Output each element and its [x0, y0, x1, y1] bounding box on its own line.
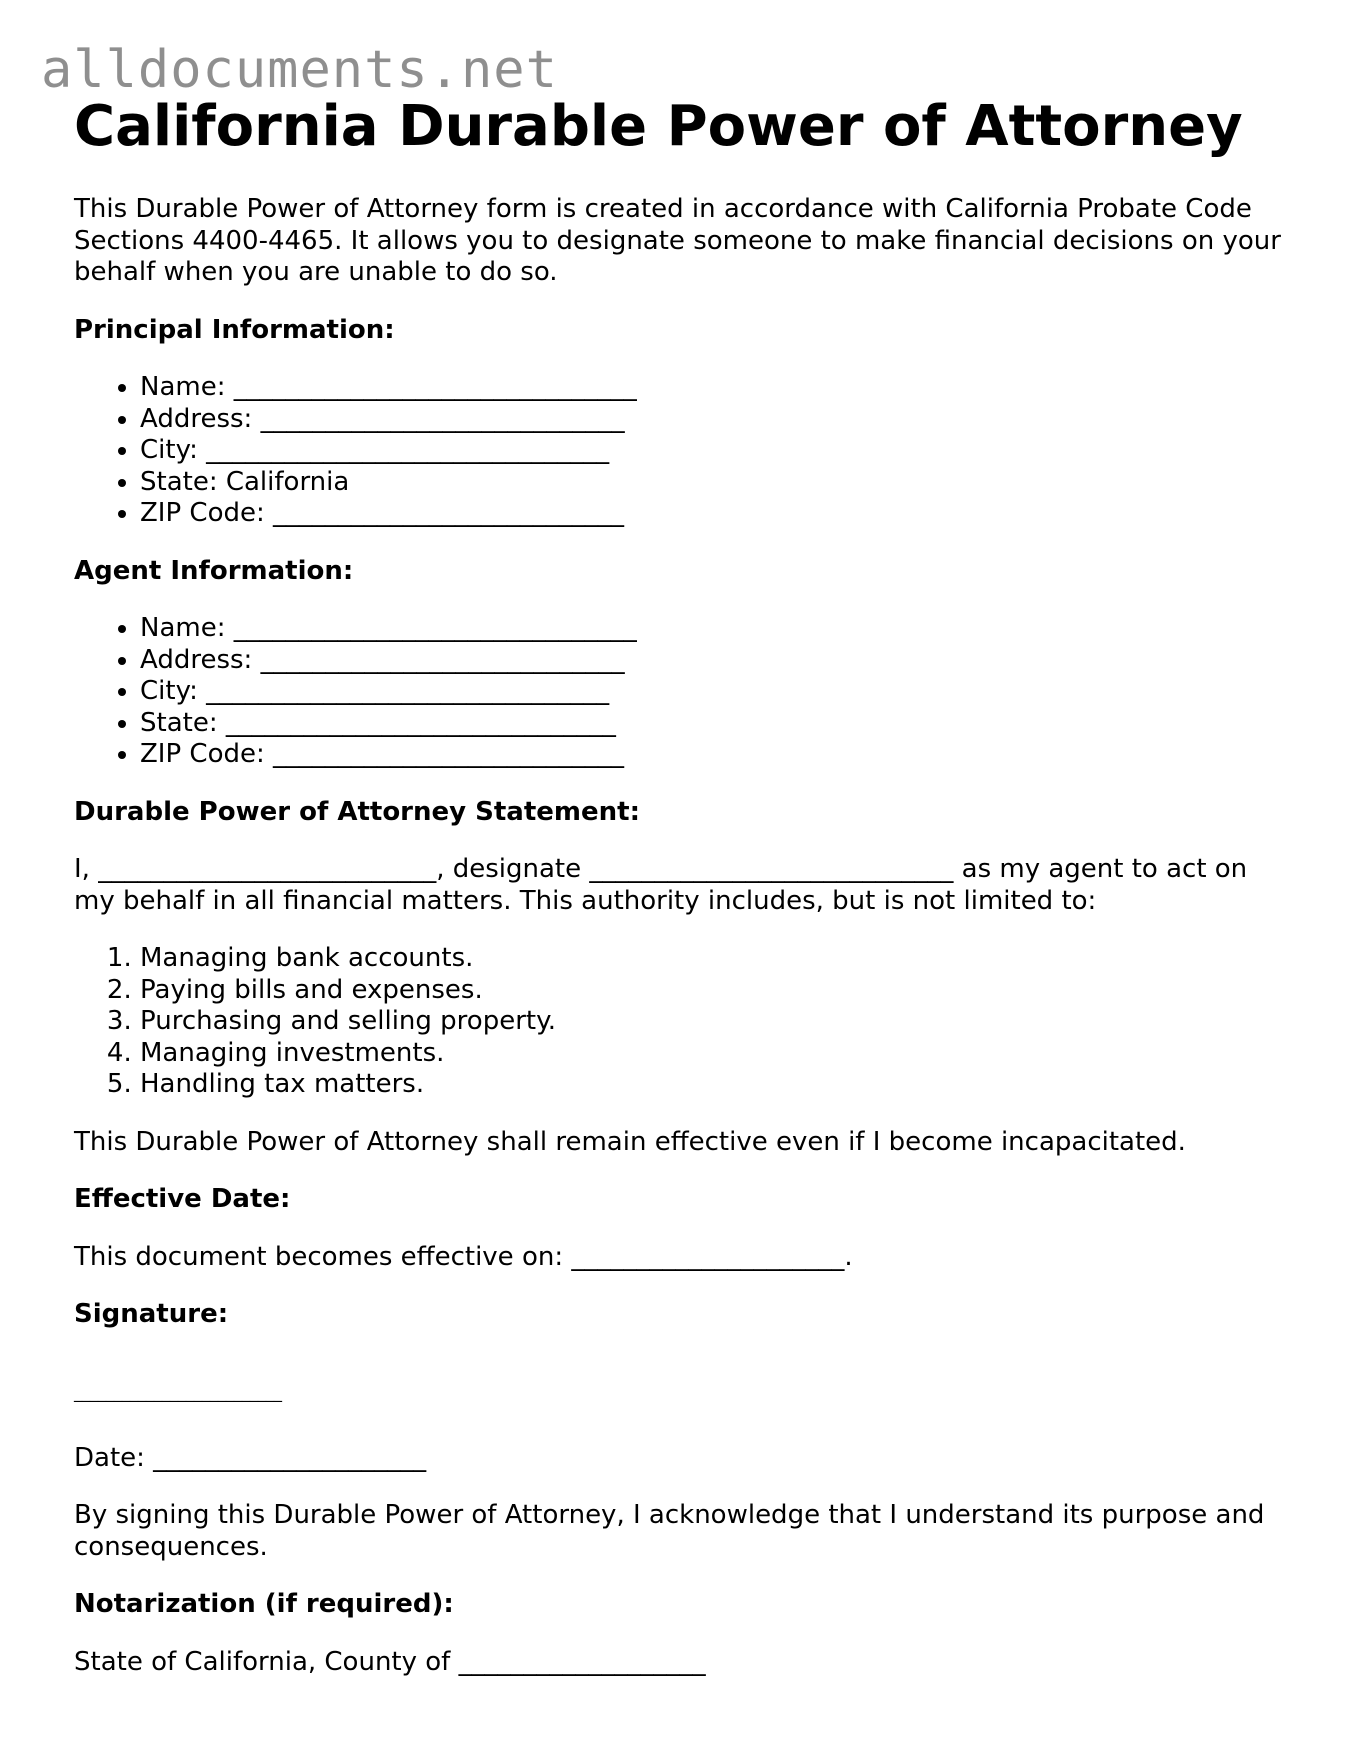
- agent-state-field: • State: ______________________________: [140, 708, 1294, 740]
- agent-address-field: • Address: ____________________________: [140, 645, 1294, 677]
- document-title: California Durable Power of Attorney: [74, 94, 1243, 159]
- document-page: [74, 92, 1294, 1678]
- acknowledgement-text: By signing this Durable Power of Attorney, I acknowledge that I understand its purpose and consequences.: [74, 1500, 1265, 1562]
- principal-address-field: • Address: ____________________________: [140, 404, 1294, 436]
- watermark-logo: alldocuments.net: [41, 40, 558, 100]
- agent-city-field: • City: _______________________________: [140, 676, 1294, 708]
- principal-city-field: • City: _______________________________: [140, 435, 1294, 467]
- principal-heading: Principal Information:: [74, 314, 395, 345]
- signature-line: [74, 1357, 1294, 1417]
- agent-fields: [74, 613, 1294, 771]
- statement-text: I, __________________________, designate ____________________________ as my agent to act on my behalf in all financial matters. This authority includes, but is not limited to:: [74, 854, 1248, 916]
- power-item: 1. Managing bank accounts.: [140, 943, 1294, 975]
- durability-clause: This Durable Power of Attorney shall remain effective even if I become incapacitated.: [74, 1126, 1186, 1157]
- agent-zip-field: • ZIP Code: ___________________________: [140, 739, 1294, 771]
- notarization-county: State of California, County of ___________________: [74, 1646, 706, 1677]
- power-item: 4. Managing investments.: [140, 1038, 1294, 1070]
- principal-fields: [74, 372, 1294, 530]
- principal-state-field: • State: California: [140, 467, 1294, 499]
- principal-name-field: • Name: _______________________________: [140, 372, 1294, 404]
- principal-zip-field: • ZIP Code: ___________________________: [140, 498, 1294, 530]
- signature-blank: __________________________: [74, 1382, 282, 1402]
- effective-date-heading: Effective Date:: [74, 1184, 291, 1214]
- statement-heading: Durable Power of Attorney Statement:: [74, 796, 640, 827]
- power-item: 3. Purchasing and selling property.: [140, 1006, 1294, 1038]
- signature-heading: Signature:: [74, 1299, 229, 1329]
- power-item: 5. Handling tax matters.: [140, 1069, 1294, 1101]
- notarization-heading: Notarization (if required):: [74, 1589, 454, 1619]
- signature-date: Date: _____________________: [74, 1442, 427, 1473]
- effective-date-text: This document becomes effective on: _____________________.: [74, 1241, 853, 1272]
- agent-name-field: • Name: _______________________________: [140, 613, 1294, 645]
- agent-heading: Agent Information:: [74, 555, 354, 586]
- power-item: 2. Paying bills and expenses.: [140, 975, 1294, 1007]
- intro-paragraph: This Durable Power of Attorney form is created in accordance with California Probate Code Sections 4400-4465. It allows you to designate someone to make financial decisions on your behalf when you are unable to do so.: [74, 194, 1281, 287]
- powers-list: [74, 943, 1294, 1101]
